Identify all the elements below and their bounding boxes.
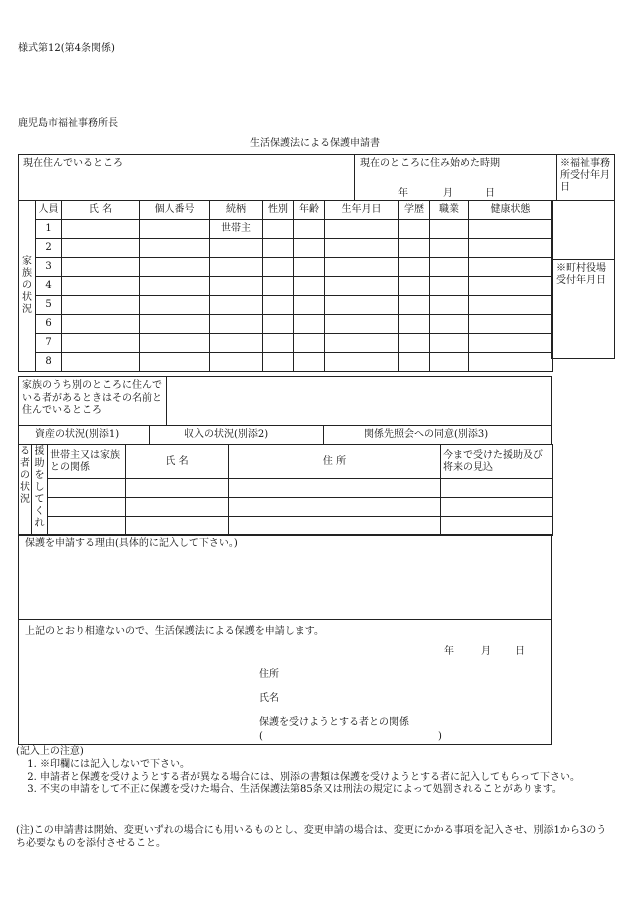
table-row[interactable] xyxy=(19,479,553,498)
relation-paren-close: ) xyxy=(438,731,442,742)
address-block xyxy=(18,154,615,201)
relation-paren-open: ( xyxy=(259,731,263,742)
form-number: 様式第12(第4条関係) xyxy=(18,43,115,54)
assets-status: 資産の状況(別添1) xyxy=(35,429,120,440)
declaration-year-label: 年 xyxy=(444,646,454,657)
addressee: 鹿児島市福祉事務所長 xyxy=(18,118,118,129)
divider xyxy=(149,425,150,445)
declaration-block xyxy=(18,619,552,745)
since-month-label: 月 xyxy=(443,188,453,199)
row-number: 5 xyxy=(36,296,62,315)
family-elsewhere-label: 家族のうち別のところに住んでいる者があるときはその名前と住んでいるところ xyxy=(22,380,162,416)
support-name-header: 氏 名 xyxy=(126,445,229,479)
support-address-header: 住 所 xyxy=(229,445,441,479)
header-id: 個人番号 xyxy=(140,201,210,220)
note-item: 3. 不実の申請をして不正に保護を受けた場合、生活保護法第85条又は刑法の規定によって処罰されることがあります。 xyxy=(40,784,616,797)
table-row[interactable] xyxy=(19,517,553,536)
header-sex: 性別 xyxy=(263,201,294,220)
divider xyxy=(556,154,557,201)
header-birth: 生年月日 xyxy=(325,201,399,220)
reason-label: 保護を申請する理由(具体的に記入して下さい。) xyxy=(25,538,238,549)
note-item: 1. ※印欄には記入しないで下さい。 xyxy=(40,759,616,772)
support-side-label-1: る 者 の 状 況 xyxy=(19,445,32,536)
page-title: 生活保護法による保護申請書 xyxy=(250,138,380,149)
divider xyxy=(166,376,167,426)
declaration-month-label: 月 xyxy=(481,646,491,657)
applicant-relation-label: 保護を受けようとする者との関係 xyxy=(259,717,409,728)
table-row[interactable] xyxy=(19,296,553,315)
current-address-label: 現在住んでいるところ xyxy=(23,158,123,169)
declaration-day-label: 日 xyxy=(515,646,525,657)
divider xyxy=(354,154,355,201)
income-status: 収入の状況(別添2) xyxy=(184,429,269,440)
since-year-label: 年 xyxy=(398,188,408,199)
header-name: 氏 名 xyxy=(62,201,140,220)
table-row[interactable] xyxy=(19,258,553,277)
relation-cell: 世帯主 xyxy=(210,220,263,239)
row-number: 8 xyxy=(36,353,62,372)
table-row[interactable] xyxy=(19,277,553,296)
header-education: 学歴 xyxy=(399,201,430,220)
header-health: 健康状態 xyxy=(469,201,553,220)
support-table xyxy=(18,444,553,536)
row-number: 6 xyxy=(36,315,62,334)
town-office-received-label: ※町村役場受付年月日 xyxy=(556,263,606,286)
row-number: 4 xyxy=(36,277,62,296)
table-row[interactable] xyxy=(19,315,553,334)
header-count: 人員 xyxy=(36,201,62,220)
support-history-header: 今まで受けた援助及び将来の見込 xyxy=(441,445,553,479)
status-row xyxy=(18,425,552,445)
applicant-name-label: 氏名 xyxy=(259,693,279,704)
header-relation: 続柄 xyxy=(210,201,263,220)
table-row[interactable] xyxy=(19,220,553,239)
table-row[interactable] xyxy=(19,353,553,372)
header-age: 年齢 xyxy=(294,201,325,220)
welfare-stamp-box xyxy=(551,200,615,260)
reason-block[interactable] xyxy=(18,534,552,620)
notes-list xyxy=(16,759,616,797)
welfare-office-received-label: ※福祉事務所受付年月日 xyxy=(560,158,610,193)
row-number: 3 xyxy=(36,258,62,277)
support-relation-header: 世帯主又は家族との関係 xyxy=(48,445,126,479)
family-elsewhere-block xyxy=(18,376,552,426)
table-row[interactable] xyxy=(19,498,553,517)
town-office-box xyxy=(551,259,615,359)
family-table xyxy=(18,200,553,372)
note-item: 2. 申請者と保護を受けようとする者が異なる場合には、別添の書類は保護を受けようとする者に記入してもらって下さい。 xyxy=(40,772,616,785)
residence-since-label: 現在のところに住み始めた時期 xyxy=(360,158,500,169)
notes-heading: (記入上の注意) xyxy=(16,746,84,757)
consent-status: 関係先照会への同意(別添3) xyxy=(364,429,489,440)
divider xyxy=(323,425,324,445)
applicant-address-label: 住所 xyxy=(259,669,279,680)
row-number: 2 xyxy=(36,239,62,258)
support-side-label-2: 援 助 を し て く れ xyxy=(32,445,48,536)
row-number: 7 xyxy=(36,334,62,353)
header-job: 職業 xyxy=(430,201,469,220)
row-number: 1 xyxy=(36,220,62,239)
footnote: (注)この申請書は開始、変更いずれの場合にも用いるものとし、変更申請の場合は、変更にかかる事項を記入させ、別添1から3のうち必要なものを添付させること。 xyxy=(16,825,607,849)
family-side-label: 家 族 の 状 況 xyxy=(19,201,36,372)
since-day-label: 日 xyxy=(485,188,495,199)
table-row[interactable] xyxy=(19,239,553,258)
declaration-statement: 上記のとおり相違ないので、生活保護法による保護を申請します。 xyxy=(25,626,324,637)
table-row[interactable] xyxy=(19,334,553,353)
